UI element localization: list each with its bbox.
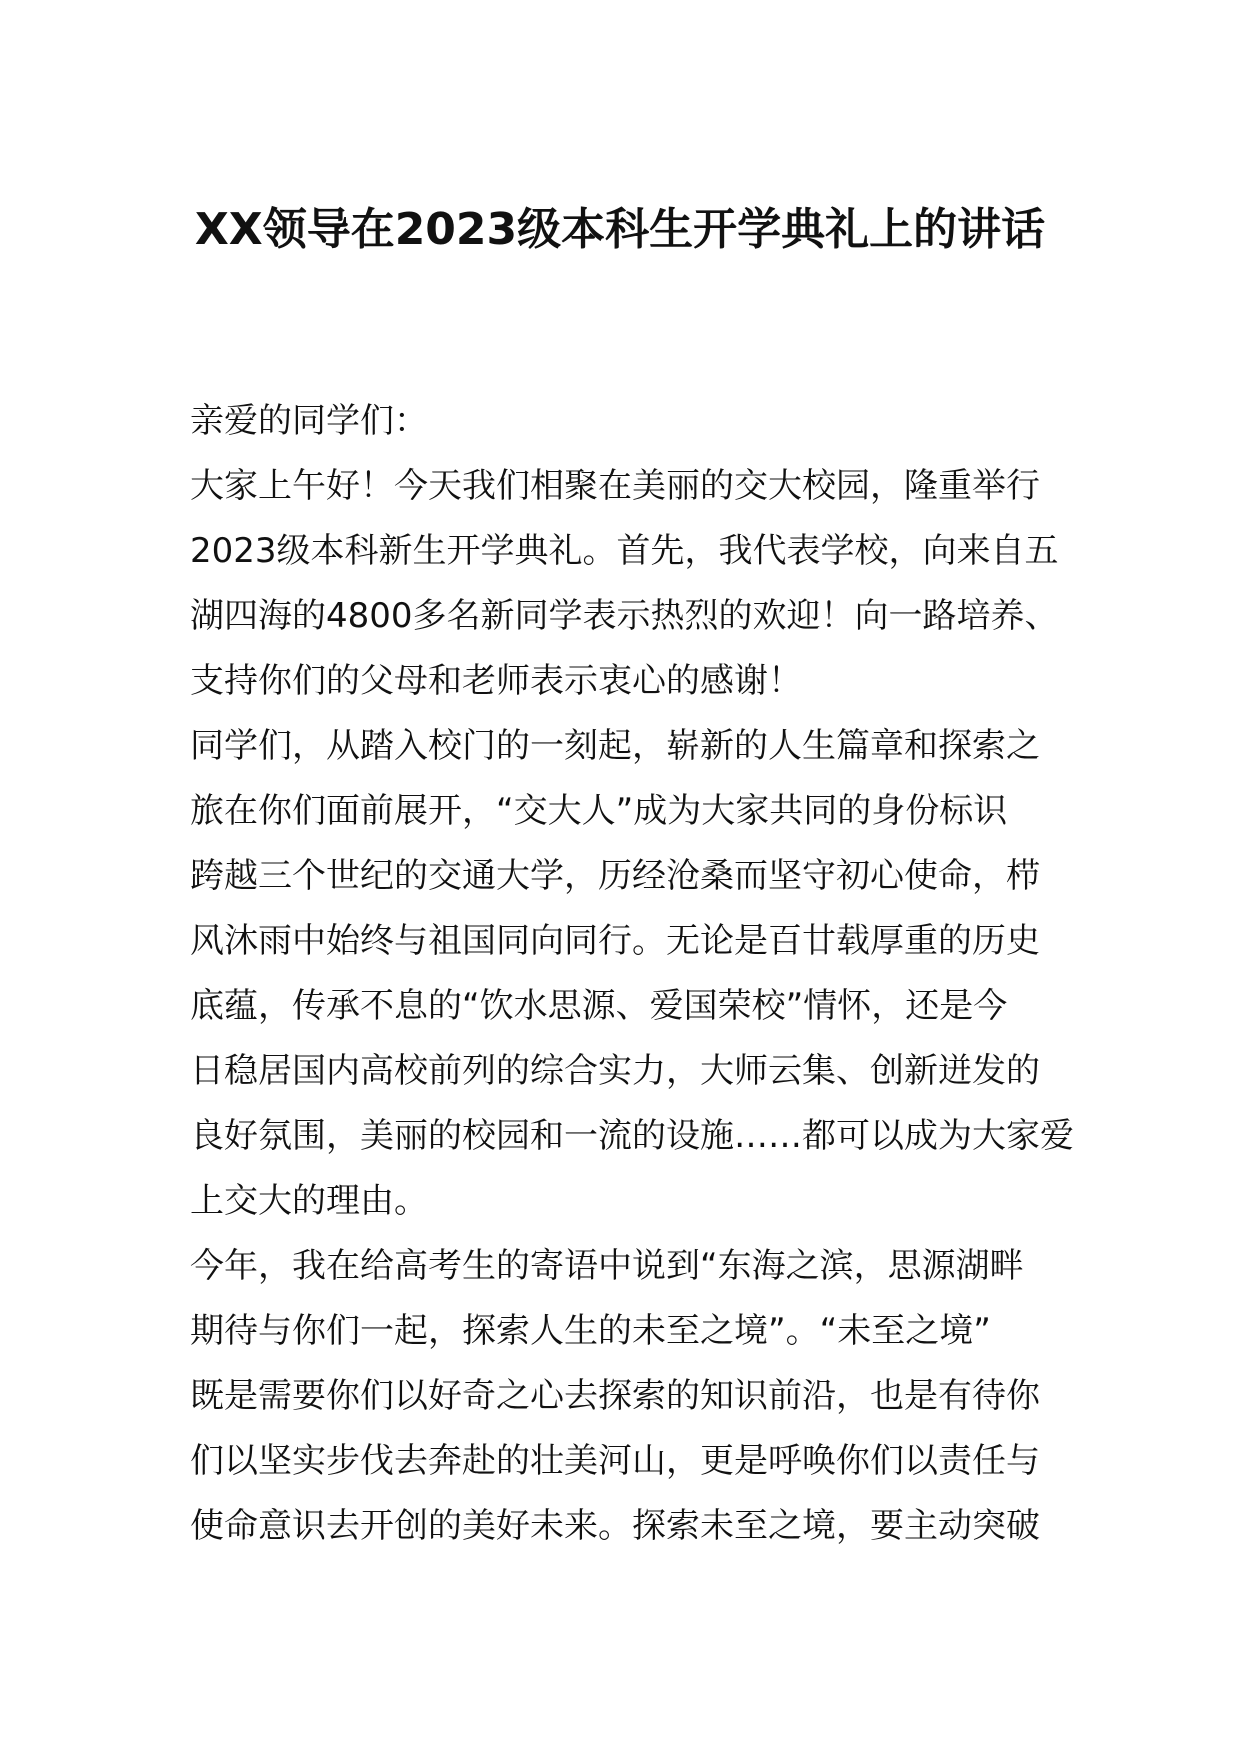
document-body: [190, 389, 1074, 1559]
body-line: 期待与你们一起，探索人生的未至之境”。“未至之境”: [190, 1311, 991, 1351]
body-line: 日稳居国内高校前列的综合实力，大师云集、创新迸发的: [190, 1051, 1040, 1091]
body-line: 底蕴，传承不息的“饮水思源、爱国荣校”情怀，还是今: [190, 986, 1008, 1026]
body-line: 既是需要你们以好奇之心去探索的知识前沿，也是有待你: [190, 1376, 1040, 1416]
document-title: XX领导在2023级本科生开学典礼上的讲话: [194, 204, 1046, 255]
body-line: 支持你们的父母和老师表示衷心的感谢！: [190, 661, 802, 701]
body-line: 风沐雨中始终与祖国同向同行。无论是百廿载厚重的历史: [190, 921, 1040, 961]
body-line: 良好氛围，美丽的校园和一流的设施……都可以成为大家爱: [190, 1116, 1074, 1156]
body-line: 使命意识去开创的美好未来。探索未至之境，要主动突破: [190, 1506, 1040, 1546]
body-line: 今年，我在给高考生的寄语中说到“东海之滨，思源湖畔: [190, 1246, 1024, 1286]
body-line: 湖四海的4800多名新同学表示热烈的欢迎！向一路培养、: [190, 596, 1059, 636]
body-line: 旅在你们面前展开，“交大人”成为大家共同的身份标识: [190, 791, 1008, 831]
body-line: 亲爱的同学们：: [190, 401, 428, 441]
body-line: 2023级本科新生开学典礼。首先，我代表学校，向来自五: [190, 531, 1059, 571]
body-line: 同学们，从踏入校门的一刻起，崭新的人生篇章和探索之: [190, 726, 1040, 766]
body-line: 大家上午好！今天我们相聚在美丽的交大校园，隆重举行: [190, 466, 1040, 506]
body-line: 跨越三个世纪的交通大学，历经沧桑而坚守初心使命，栉: [190, 856, 1040, 896]
body-line: 上交大的理由。: [190, 1181, 428, 1221]
body-line: 们以坚实步伐去奔赴的壮美河山，更是呼唤你们以责任与: [190, 1441, 1040, 1481]
